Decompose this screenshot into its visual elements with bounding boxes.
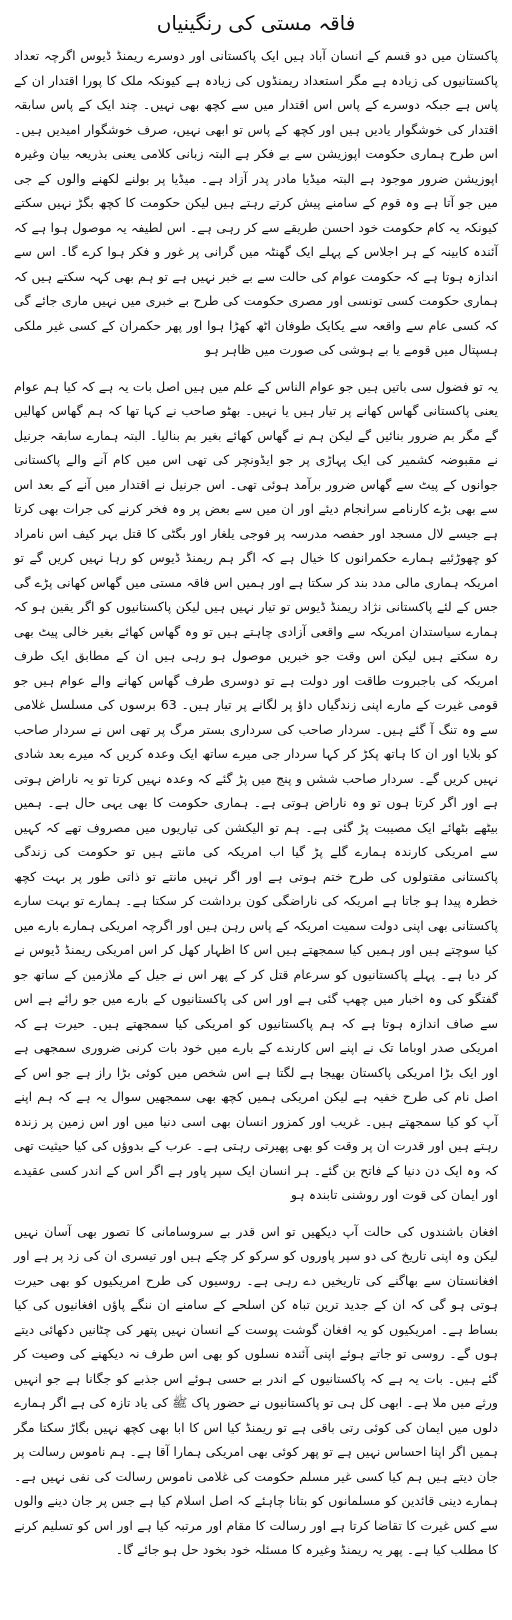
- article-title: فاقہ مستی کی رنگینیاں: [156, 11, 356, 35]
- article-paragraph-3: افغان باشندوں کی حالت آپ دیکھیں تو اس قدر بے سروسامانی کا تصور بھی آسان نہیں لیکن وہ اپنی تاریخ کی دو سپر پاوروں کو سرکو کر چکے ہیں اور تیسری ان کی زد پر ہے اور افغانستان سے بھاگنے کی تاریخیں دے رہی ہے۔ روسیوں کی طرح امریکیوں کو بھی حیرت ہوتی ہو گی کہ ان کے جدید ترین تباہ کن اسلحے کے سامنے ان ننگے پاؤں افغانیوں کی کیا بساط ہے۔ امریکیوں کو یہ افغان گوشت پوست کے انسان نہیں پتھر کی چٹانیں دکھائی دیتے ہوں گے۔ روسی تو جاتے ہوئے اپنی آئندہ نسلوں کو بھی اس طرف نہ دیکھنے کی وصیت کر گئے ہیں۔ بات یہ ہے کہ پاکستانیوں کے اندر بے حسی ہوئے اس جذبے کو جگانا ہے جو انہیں ورثے میں ملا ہے۔ ابھی کل ہی تو پاکستانیوں نے حضور پاک ﷺ کی یاد تازہ کی ہے اگر ہمارے دلوں میں ایمان کی کوئی رتی باقی ہے تو ریمنڈ کیا اس کا ابا بھی کچھ نہیں بگاڑ سکتا مگر ہمیں اگر اپنا احساس نہیں ہے تو پھر کوئی بھی امریکی ہمارا آقا ہے۔ ہم ناموس رسالت پر جان دیتے ہیں ہم کیا کسی غیر مسلم حکومت کی غلامی ناموس رسالت کی نفی نہیں ہے۔ ہمارے دینی قائدین کو مسلمانوں کو بتانا چاہئے کہ اصل اسلام کیا ہے جس پر جان دینے والوں سے کس غیرت کا تقاضا کرتا ہے اور رسالت کا مقام اور مرتبہ کیا ہے اور اس کو تسلیم کرنے کا مطلب کیا ہے۔ پھر یہ ریمنڈ وغیرہ کا مسئلہ خود بخود حل ہو جائے گا۔: [14, 1223, 498, 1557]
- article-paragraph-2: یہ تو فضول سی باتیں ہیں جو عوام الناس کے علم میں ہیں اصل بات یہ ہے کہ کیا ہم عوام یعنی پاکستانی گھاس کھانے پر تیار ہیں یا نہیں۔ بھٹو صاحب نے کہا تھا کہ ہم گھاس کھالیں گے مگر بم ضرور بنائیں گے لیکن ہم نے گھاس کھائے بغیر بم بنالیا۔ البتہ ہمارے سابقہ جرنیل نے مقبوضہ کشمیر کی ایک پہاڑی پر جو ایڈونچر کی تھی اس میں کام آنے والے پاکستانی جوانوں کے پیٹ سے گھاس ضرور برآمد ہوئی تھی۔ اس جرنیل نے اقتدار میں آنے کے بعد اس سے بھی بڑے کارنامے سرانجام دیئے اور ان میں سے بعض پر وہ فخر کرنے کی جرات بھی کرتا ہے جیسے لال مسجد اور حفصہ مدرسہ پر فوجی یلغار اور بگٹی کا قتل بہر کیف اس نامراد کو چھوڑئیے ہمارے حکمرانوں کا خیال ہے کہ اگر ہم ریمنڈ ڈیوس کو رہا نہیں کریں گے تو امریکہ ہماری مالی مدد بند کر سکتا ہے اور ہمیں اس فاقہ مستی میں گھاس کھانی پڑے گی جس کے لئے پاکستانی نژاد ریمنڈ ڈیوس تو تیار نہیں ہیں لیکن پاکستانیوں کو اگر یقین ہو کہ ہمارے سیاستدان امریکہ سے واقعی آزادی چاہتے ہیں تو وہ گھاس کھائے بغیر خالی پیٹ بھی رہ سکتے ہیں لیکن اس وقت جو خبریں موصول ہو رہی ہیں ان کے مطابق ایک طرف امریکہ کی باجبروت طاقت اور دولت ہے تو دوسری طرف گھاس کھانے والے عوام ہیں جو قومی غیرت کے مارے اپنی زندگیاں داؤ پر لگانے پر تیار ہیں۔ 63 برسوں کی مسلسل غلامی سے وہ تنگ آ گئے ہیں۔ سردار صاحب کی سرداری بستر مرگ پر تھی اس نے سردار صاحب کو بلایا اور ان کا ہاتھ پکڑ کر کہا سردار جی میرے ساتھ ایک وعدہ کریں کہ میرے بعد شادی نہیں کریں گے۔ سردار صاحب ششں و پنج میں پڑ گئے کہ وعدہ نہیں کرتا تو یہ ناراض ہوتی ہے اور اگر کرتا ہوں تو وہ ناراض ہوتی ہے۔ ہماری حکومت کا بھی یہی حال ہے۔ ہمیں بیٹھے بٹھائے ایک مصیبت پڑ گئی ہے۔ ہم تو الیکشن کی تیاریوں میں مصروف تھے کہ کہیں سے امریکی کارندہ ہمارے گلے پڑ گیا اب امریکہ کی مانتے ہیں تو حکومت کی زندگی پاکستانی مقتولوں کی طرح ختم ہوتی ہے اور اگر نہیں مانتے تو ذاتی طور پر بہت کچھ خطرہ پیدا ہو جاتا ہے امریکہ کی ناراضگی کون برداشت کر سکتا ہے۔ ہمارے تو بہت سارے پاکستانی بھی اپنی دولت سمیت امریکہ کے پاس رہن ہیں اور اگرچہ امریکی ہمارے بارے میں کیا سوچتے ہیں اور ہمیں کیا سمجھتے ہیں اس کا اظہار کھل کر اس امریکی ریمنڈ ڈیوس نے کر دیا ہے۔ پہلے پاکستانیوں کو سرعام قتل کر کے پھر اس نے جیل کے ملازمین کے ساتھ جو گفتگو کی وہ اخبار میں چھپ گئی ہے اور اس کی پاکستانیوں کے بارے میں جو رائے ہے اس سے صاف اندازہ ہوتا ہے کہ ہم پاکستانیوں کو امریکی کیا سمجھتے ہیں۔ حیرت ہے کہ امریکی صدر اوباما تک نے اپنے اس کارندے کے بارے میں خود بات کرنی ضروری سمجھی ہے اور ایک بڑا امریکی پاکستان بھیجا ہے لگتا ہے اس شخص میں کوئی بڑا راز ہے جو اس کے اصل نام کی طرح خفیہ ہے لیکن امریکی ہمیں کچھ بھی سمجھیں سوال یہ ہے کہ ہم اپنے آپ کو کیا سمجھتے ہیں۔ غریب اور کمزور انسان بھی اسی دنیا میں اور اس زمین پر زندہ رہتے ہیں اور قدرت ان پر وقت کو بھی پھیرتی رہتی ہے۔ عرب کے بدوؤں کی کیا حیثیت تھی کہ وہ ایک دن دنیا کے فاتح بن گئے۔ ہر انسان ایک سپر پاور ہے اگر اس کے اندر کسی عقیدے اور ایمان کی قوت اور روشنی تابندہ ہو: [14, 378, 499, 1202]
- article-paragraph-1: پاکستان میں دو قسم کے انسان آباد ہیں ایک پاکستانی اور دوسرے ریمنڈ ڈیوس اگرچہ تعداد پاکستانیوں کی زیادہ ہے مگر استعداد ریمنڈوں کی زیادہ ہے کیونکہ ملک کا پورا اقتدار ان کے پاس ہے جبکہ دوسرے کے پاس اس اقتدار میں سے کچھ بھی نہیں۔ چند ایک کے پاس سابقہ اقتدار کی خوشگوار یادیں ہیں اور کچھ کے پاس تو ابھی نہیں، صرف خوشگوار امیدیں ہیں۔ اس طرح ہماری حکومت اپوزیشن سے بے فکر ہے البتہ زبانی کلامی یعنی بذریعہ بیان وغیرہ اپوزیشن ضرور موجود ہے البتہ میڈیا مادر پدر آزاد ہے۔ میڈیا پر بولنے لکھنے والوں کے جی میں جو آتا ہے وہ قوم کے سامنے پیش کرتے رہتے ہیں لیکن حکومت کا کچھ بگڑ نہیں سکتے کیونکہ یہ کام حکومت خود احسن طریقے سے کر رہی ہے۔ اس لطیفہ یہ موصول ہوا ہے کہ آئندہ کابینہ کے ہر اجلاس کے پہلے ایک گھنٹہ میں گرانی پر غور و فکر ہوا کرے گا۔ اس سے اندازہ ہوتا ہے کہ حکومت عوام کی حالت سے بے خبر نہیں ہے تو ہم بھی کہہ سکتے ہیں کہ ہماری حکومت کسی تونسی اور مصری حکومت کی طرح بے خبری میں نہیں ماری جائے گی کہ کسی عام سے واقعہ سے یکایک طوفان اٹھ کھڑا ہوا اور پھر حکمران کے کسی غیر ملکی ہسپتال میں قومے یا بے ہوشی کی صورت میں ظاہر ہو: [14, 48, 498, 357]
